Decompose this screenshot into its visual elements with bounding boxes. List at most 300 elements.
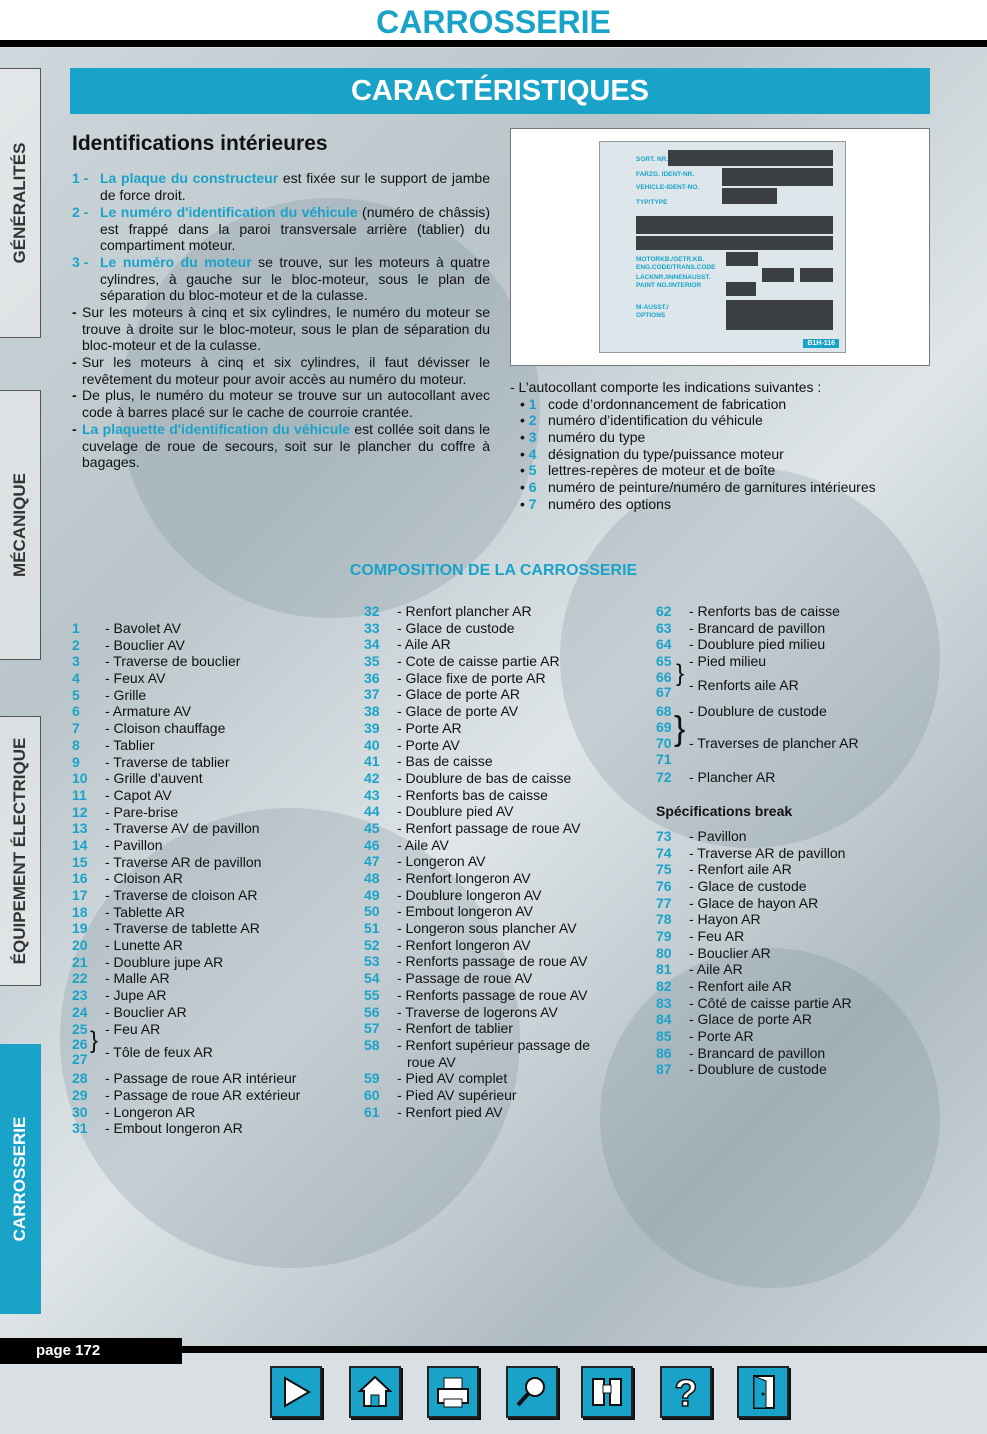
list-item: • 3 numéro du type	[520, 429, 646, 446]
item-text: - Tôle de feux AR	[105, 1044, 213, 1061]
item-number: 29	[72, 1086, 88, 1103]
item-number: 85	[656, 1028, 672, 1045]
list-item	[72, 687, 352, 704]
item-text: - Traverse de tablette AR	[105, 920, 260, 937]
paragraph-3	[72, 254, 490, 304]
item-text: - Renforts aile AR	[689, 676, 799, 693]
para-number: 3 -	[72, 254, 89, 270]
item-number: 79	[656, 927, 672, 944]
item-number: 56	[364, 1003, 380, 1020]
item-number: 64	[656, 636, 672, 653]
item-text: - Traverse de bouclier	[105, 653, 241, 670]
para-text: se trouve, sur les moteurs à quatre cylindres, à gauche sur le bloc-moteur, sous le plan de séparation du bloc-moteur et de la culasse.	[100, 254, 490, 304]
list-item	[364, 970, 644, 987]
item-text: - Glace de custode	[689, 877, 807, 894]
para-dash: -	[72, 304, 77, 320]
item-number: 44	[364, 803, 380, 820]
list-item	[364, 720, 644, 737]
list-item	[656, 636, 946, 653]
list-item	[364, 737, 644, 754]
section-title: Identifications intérieures	[72, 132, 328, 155]
item-number: 83	[656, 994, 672, 1011]
list-item	[364, 653, 644, 670]
item-text: - Renfort pied AV	[397, 1103, 503, 1120]
list-item	[656, 928, 946, 945]
item-number: 16	[72, 870, 88, 887]
item-number: 68	[656, 702, 672, 719]
item-text: - Glace de custode	[397, 619, 515, 636]
para-highlight: La plaque du constructeur	[100, 170, 279, 186]
item-text: numéro des options	[548, 495, 671, 512]
list-item	[72, 954, 352, 971]
item-text: - Grille	[105, 686, 147, 703]
list-item	[364, 770, 644, 787]
section-banner: CARACTÉRISTIQUES	[70, 68, 930, 114]
footer-rule	[182, 1346, 987, 1353]
item-text: - Pied milieu	[689, 653, 767, 670]
item-text: - Doublure longeron AV	[397, 886, 542, 903]
brace: }	[674, 710, 686, 749]
item-number: 38	[364, 703, 380, 720]
list-item	[72, 737, 352, 754]
item-text: - Renfort aile AR	[689, 978, 792, 994]
item-text: - Embout longeron AR	[105, 1120, 243, 1137]
list-item	[364, 887, 644, 904]
item-number: 12	[72, 803, 88, 820]
item-number: 15	[72, 853, 88, 870]
list-item: • 4 désignation du type/puissance moteur	[520, 445, 784, 462]
sticker-bar	[722, 168, 833, 186]
item-text: - Aile AR	[689, 961, 743, 978]
item-number: 59	[364, 1070, 380, 1087]
item-text: - Doublure pied AV	[397, 803, 514, 820]
para-text: est collée soit dans le cuvelage de roue de secours, soit sur le plancher du coffre à bagages.	[82, 421, 490, 471]
item-text: - Aile AR	[397, 636, 451, 653]
binoculars-button[interactable]	[581, 1366, 633, 1418]
item-text: - Bavolet AV	[105, 620, 182, 636]
item-number: 36	[364, 669, 380, 686]
item-number: 22	[72, 970, 88, 987]
item-text: - Embout longeron AV	[397, 903, 533, 920]
item-number: 54	[364, 970, 380, 987]
item-number: 45	[364, 819, 380, 836]
list-item	[656, 995, 946, 1012]
item-text: - Renforts bas de caisse	[397, 786, 548, 803]
list-item	[364, 620, 644, 637]
figure-reference: B1H-116	[803, 339, 839, 348]
sticker-label: TYP/TYPE	[636, 199, 668, 206]
item-number: 6	[528, 479, 537, 496]
item-number: 43	[364, 786, 380, 803]
item-text: - Traverse de tablier	[105, 753, 230, 770]
item-number: 86	[656, 1044, 672, 1061]
item-number: 87	[656, 1061, 672, 1078]
list-item	[656, 653, 946, 670]
list-item	[364, 1037, 644, 1054]
item-text: - Plancher AR	[689, 769, 776, 786]
item-text: - Renfort longeron AV	[397, 870, 531, 886]
item-number: 27	[72, 1051, 88, 1068]
item-text: - Cloison chauffage	[105, 720, 226, 737]
list-item: • 6 numéro de peinture/numéro de garnitures intérieures	[520, 479, 876, 496]
para-highlight: La plaquette d'identification du véhicule	[82, 421, 351, 437]
tab-generalites[interactable]	[0, 68, 41, 338]
item-number: 11	[72, 786, 87, 803]
item-text: - Armature AV	[105, 703, 192, 720]
item-text: - Renforts bas de caisse	[689, 603, 840, 619]
paragraph-6	[72, 387, 490, 420]
item-text: - Feu AR	[105, 1020, 161, 1037]
list-item	[364, 787, 644, 804]
item-text: - Renforts passage de roue AV	[397, 986, 588, 1003]
list-item	[364, 1087, 644, 1104]
item-number: 60	[364, 1086, 380, 1103]
list-item	[656, 620, 946, 637]
item-number: 23	[72, 987, 88, 1004]
list-item	[656, 603, 946, 620]
list-item	[364, 903, 644, 920]
paragraph-5	[72, 354, 490, 387]
list-item	[72, 770, 352, 787]
item-number: 30	[72, 1103, 88, 1120]
item-text: - Jupe AR	[105, 987, 167, 1004]
list-item	[656, 769, 946, 786]
item-number: 8	[72, 736, 80, 753]
item-number: 9	[72, 753, 80, 770]
list-item	[72, 920, 352, 937]
item-text: - Renforts passage de roue AV	[397, 953, 588, 970]
item-text: - Bas de caisse	[397, 753, 493, 770]
item-text: - Bouclier AV	[105, 636, 185, 653]
item-number: 49	[364, 886, 380, 903]
list-item	[364, 803, 644, 820]
composition-column-1	[72, 620, 352, 1137]
sticker-label: FARZG. IDENT-NR.	[636, 171, 695, 178]
sticker-label: SORT. NR.	[636, 156, 669, 163]
para-highlight: Le numéro d'identification du véhicule	[100, 204, 358, 220]
item-text: - Glace de porte AV	[397, 703, 519, 720]
item-number: 26	[72, 1036, 88, 1053]
item-number: 14	[72, 836, 88, 853]
item-text: - Glace fixe de porte AR	[397, 669, 546, 686]
next-icon	[277, 1373, 315, 1411]
item-text: - Traverse AR de pavillon	[689, 844, 846, 861]
sticker-bar	[726, 282, 756, 296]
item-number: 76	[656, 877, 672, 894]
para-dash: -	[72, 354, 77, 370]
list-item	[656, 1011, 946, 1028]
list-item	[656, 1061, 946, 1078]
list-item	[72, 970, 352, 987]
item-number: 35	[364, 653, 380, 670]
list-item	[364, 703, 644, 720]
item-text: - Cloison AR	[105, 870, 183, 887]
item-number: 48	[364, 870, 380, 886]
item-number: 13	[72, 820, 88, 837]
item-number: 28	[72, 1070, 88, 1087]
list-item	[656, 895, 946, 912]
list-item	[656, 828, 946, 845]
item-text: - Pied AV supérieur	[397, 1086, 517, 1103]
tab-label: ÉQUIPEMENT ÉLECTRIQUE	[10, 737, 29, 965]
sticker-bar	[722, 188, 777, 204]
list-item	[72, 1021, 352, 1038]
item-text: lettres-repères de moteur et de boîte	[548, 462, 776, 479]
item-number: 40	[364, 736, 380, 753]
item-text: - Glace de hayon AR	[689, 894, 819, 911]
item-number: 34	[364, 636, 380, 653]
page-header-title: CARROSSERIE	[0, 0, 987, 44]
list-item	[72, 1087, 352, 1104]
print-button[interactable]	[427, 1366, 479, 1418]
list-item	[72, 653, 352, 670]
item-number: 69	[656, 719, 672, 736]
list-item	[72, 987, 352, 1004]
para-text: De plus, le numéro du moteur se trouve sur un autocollant avec code à barres placé sur le cache de courroie crantée.	[82, 387, 490, 420]
sticker-label: MOTORKB./GETR.KB.	[636, 256, 705, 263]
para-dash: -	[72, 421, 77, 437]
list-item	[72, 937, 352, 954]
item-text: - Brancard de pavillon	[689, 1044, 826, 1061]
item-number: 31	[72, 1120, 88, 1137]
item-text: - Passage de roue AR intérieur	[105, 1070, 297, 1087]
para-number: 2 -	[72, 204, 89, 220]
list-item-continuation	[364, 1054, 644, 1071]
item-text: - Capot AV	[105, 786, 172, 803]
item-number: 53	[364, 953, 380, 970]
item-text: numéro du type	[548, 429, 646, 446]
sticker-bar	[800, 268, 833, 282]
list-item: • 7 numéro des options	[520, 495, 671, 512]
item-number: 20	[72, 937, 88, 954]
item-number: 62	[656, 603, 672, 619]
item-text: - Doublure pied milieu	[689, 636, 826, 653]
item-text: - Bouclier AR	[105, 1003, 187, 1020]
list-item	[72, 887, 352, 904]
search-icon	[513, 1373, 551, 1411]
tab-carrosserie[interactable]	[0, 1044, 41, 1314]
item-text: - Longeron AV	[397, 853, 486, 870]
list-item	[72, 720, 352, 737]
tab-label: GÉNÉRALITÉS	[10, 142, 29, 264]
item-number: 3	[72, 653, 80, 670]
item-number: 21	[72, 953, 88, 970]
list-item	[72, 703, 352, 720]
list-item	[656, 978, 946, 995]
sticker-label: M-AUSST./	[636, 304, 669, 311]
item-number: 61	[364, 1103, 380, 1120]
item-text: numéro de peinture/numéro de garnitures intérieures	[548, 479, 876, 496]
list-item	[72, 1120, 352, 1137]
paragraph-2	[72, 204, 490, 254]
home-button[interactable]	[349, 1366, 401, 1418]
list-item	[72, 754, 352, 771]
list-item	[364, 603, 644, 620]
item-text: - Traverse de logerons AV	[397, 1003, 558, 1020]
item-text: - Traverse AV de pavillon	[105, 820, 260, 837]
item-number: 19	[72, 920, 88, 937]
list-item	[72, 837, 352, 854]
list-item	[364, 937, 644, 954]
list-item	[72, 1104, 352, 1121]
item-text: - Tablier	[105, 736, 155, 753]
item-number: 63	[656, 619, 672, 636]
item-number: 57	[364, 1020, 380, 1037]
item-text: - Longeron sous plancher AV	[397, 920, 577, 937]
item-number: 80	[656, 944, 672, 961]
item-text: - Tablette AR	[105, 903, 185, 920]
item-text: - Passage de roue AR extérieur	[105, 1086, 301, 1103]
item-number: 2	[72, 636, 80, 653]
item-text: - Renfort plancher AR	[397, 603, 532, 619]
item-number: 4	[528, 445, 537, 462]
item-text: - Glace de porte AR	[397, 686, 520, 703]
item-number: 10	[72, 770, 88, 787]
item-text: - Longeron AR	[105, 1103, 196, 1120]
page-number: page 172	[0, 1338, 182, 1364]
item-number: 6	[72, 703, 80, 720]
item-number: 84	[656, 1011, 672, 1028]
tab-mecanique[interactable]	[0, 390, 41, 660]
list-item	[72, 870, 352, 887]
item-text: - Renfort longeron AV	[397, 936, 531, 953]
list-item	[364, 870, 644, 887]
list-item	[364, 987, 644, 1004]
help-button[interactable]	[660, 1366, 712, 1418]
item-text: - Pavillon	[689, 827, 747, 844]
item-text: - Côté de caisse partie AR	[689, 994, 852, 1011]
item-number: 1	[528, 395, 537, 412]
item-text: numéro d’identification du véhicule	[548, 412, 763, 429]
item-text: - Renfort supérieur passage de	[397, 1036, 590, 1053]
item-number: 5	[528, 462, 537, 479]
item-text: - Malle AR	[105, 970, 170, 987]
tab-equipement-electrique[interactable]	[0, 716, 41, 986]
item-number: 47	[364, 853, 380, 870]
item-text: - Passage de roue AV	[397, 970, 533, 987]
paragraph-1	[72, 170, 490, 203]
item-text: - Pavillon	[105, 836, 163, 853]
item-number: 77	[656, 894, 672, 911]
composition-column-2	[364, 603, 644, 1120]
list-item	[364, 953, 644, 970]
brace: }	[90, 1027, 99, 1055]
item-text: - Traverse de cloison AR	[105, 887, 258, 903]
item-number: 70	[656, 735, 672, 752]
item-number: 78	[656, 911, 672, 928]
item-number: 81	[656, 961, 672, 978]
item-number: 25	[72, 1020, 88, 1037]
para-number: 1 -	[72, 170, 89, 186]
item-text: désignation du type/puissance moteur	[548, 445, 784, 462]
list-item: • 2 numéro d’identification du véhicule	[520, 412, 763, 429]
para-text: Sur les moteurs à cinq et six cylindres, il faut dévisser le revêtement du moteur pour avoir accès au numéro du moteur.	[82, 354, 490, 387]
item-number: 17	[72, 887, 88, 903]
binoculars-icon	[588, 1373, 626, 1411]
list-item	[72, 1004, 352, 1021]
item-text: - Renfort de tablier	[397, 1020, 513, 1037]
list-intro: - L’autocollant comporte les indications suivantes :	[510, 379, 822, 395]
item-number: 73	[656, 827, 672, 844]
list-item	[364, 920, 644, 937]
list-item	[364, 1004, 644, 1021]
list-item	[364, 1104, 644, 1121]
item-number: 46	[364, 836, 380, 853]
break-title: Spécifications break	[656, 803, 793, 820]
item-number: 24	[72, 1003, 88, 1020]
item-number: 55	[364, 986, 380, 1003]
list-item	[364, 636, 644, 653]
list-item	[656, 861, 946, 878]
list-item	[72, 904, 352, 921]
item-text: - Porte AR	[397, 719, 462, 736]
exit-icon	[744, 1373, 782, 1411]
sticker-bar	[726, 300, 833, 330]
para-dash: -	[72, 387, 77, 403]
list-item	[72, 787, 352, 804]
brace: }	[676, 659, 685, 687]
print-icon	[434, 1373, 472, 1411]
list-item	[364, 686, 644, 703]
list-item	[656, 703, 946, 720]
list-item	[72, 820, 352, 837]
search-button[interactable]	[506, 1366, 558, 1418]
sticker-info-list	[510, 379, 930, 513]
list-item	[656, 1045, 946, 1062]
sticker-label: VEHICLE-IDENT-NO.	[636, 184, 700, 191]
svg-text:?: ?	[674, 1373, 698, 1411]
item-number: 66	[656, 668, 672, 685]
item-text: - Bouclier AR	[689, 944, 771, 961]
next-button[interactable]	[270, 1366, 322, 1418]
list-item	[364, 753, 644, 770]
composition-column-3	[656, 603, 946, 1078]
item-number: 1	[72, 620, 80, 636]
list-item	[72, 854, 352, 871]
item-text: - Cote de caisse partie AR	[397, 653, 560, 670]
para-text: est fixée sur le support de jambe de force droit.	[100, 170, 490, 203]
item-number: 51	[364, 920, 380, 937]
item-text: - Doublure jupe AR	[105, 953, 224, 970]
list-item	[364, 837, 644, 854]
paragraph-7	[72, 421, 490, 471]
list-item	[656, 961, 946, 978]
item-text: - Doublure de custode	[689, 702, 827, 719]
item-number: 5	[72, 686, 80, 703]
sticker-label: LACKNR./INNENAUSST.	[636, 274, 711, 281]
list-item	[364, 670, 644, 687]
item-number: 7	[528, 495, 537, 512]
item-number: 7	[72, 720, 80, 737]
sticker-label: OPTIONS	[636, 312, 666, 319]
item-text: roue AV	[407, 1053, 456, 1070]
item-text: - Doublure de custode	[689, 1061, 827, 1078]
list-item	[364, 1020, 644, 1037]
list-item	[72, 804, 352, 821]
item-number: 74	[656, 844, 672, 861]
item-number: 3	[528, 429, 537, 446]
item-number: 39	[364, 719, 380, 736]
item-number: 32	[364, 603, 380, 619]
sticker-bar	[668, 150, 833, 166]
sticker-bar	[636, 236, 833, 250]
list-item: • 1 code d’ordonnancement de fabrication	[520, 395, 787, 412]
exit-button[interactable]	[737, 1366, 789, 1418]
item-number: 75	[656, 861, 672, 878]
item-text: - Lunette AR	[105, 937, 183, 954]
list-item	[656, 911, 946, 928]
item-number: 65	[656, 653, 672, 670]
